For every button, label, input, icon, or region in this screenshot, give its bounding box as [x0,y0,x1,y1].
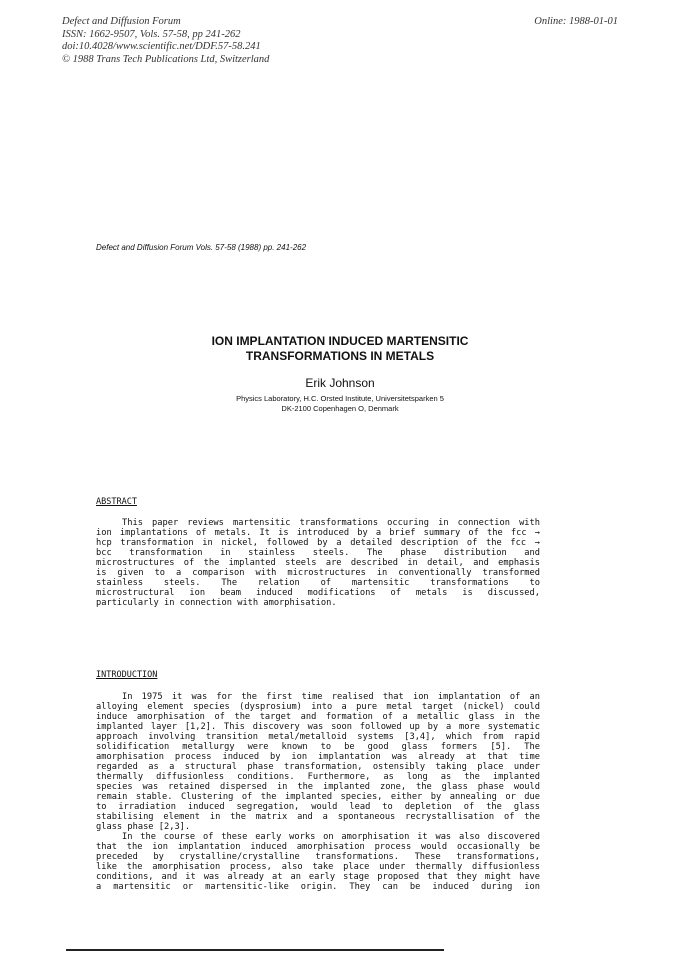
abstract-heading: ABSTRACT [96,497,137,507]
introduction-heading: INTRODUCTION [96,670,158,680]
intro-line: to irradiation induced segregation, would lead to depletion of the glass [96,802,540,812]
abstract-line: stainless steels. The relation of martensitic transformations to [96,578,540,588]
intro-line: induce amorphisation of the target and formation of a metallic glass in the [96,712,540,722]
author-affiliation [120,394,560,414]
abstract-line: ion implantations of metals. It is introduced by a brief summary of the fcc → [96,528,540,538]
abstract-line: hcp transformation in nickel, followed by a detailed description of the fcc → [96,538,540,548]
intro-line: conditions, and it was already at an early stage proposed that they might have [96,872,540,882]
intro-line: In 1975 it was for the first time realised that ion implantation of an [122,692,540,702]
intro-line: amorphisation process induced by ion implantation was already at that time [96,752,540,762]
online-date: Online: 1988-01-01 [534,16,618,27]
intro-line: like the amorphisation process, also take place under thermally diffusionless [96,862,540,872]
intro-line: a martensitic or martensitic-like origin. They can be induced during ion [96,882,540,892]
intro-line: species was retained dispersed in the implanted zone, the glass phase would [96,782,540,792]
affiliation-line: Physics Laboratory, H.C. Orsted Institute, Universitetsparken 5 [236,394,444,403]
abstract-line: is given to a comparison with microstructures in conventionally transformed [96,568,540,578]
intro-line: regarded as a structural phase transformation, ostensibly taking place under [96,762,540,772]
title-line: TRANSFORMATIONS IN METALS [245,348,435,363]
paper-title [120,334,560,363]
abstract-line: microstructures of the implanted steels are described in detail, and emphasis [96,558,540,568]
header-journal: Defect and Diffusion Forum [62,16,181,27]
journal-reference: Defect and Diffusion Forum Vols. 57-58 (1988) pp. 241-262 [96,243,307,252]
abstract-body [96,518,540,608]
intro-line: In the course of these early works on amorphisation it was also discovered [122,832,540,842]
intro-line: that the ion implantation induced amorphisation process would occasionally be [96,842,540,852]
abstract-line: bcc transformation in stainless steels. The phase distribution and [96,548,540,558]
affiliation-line: DK-2100 Copenhagen O, Denmark [281,404,399,413]
header-doi[interactable]: doi:10.4028/www.scientific.net/DDF.57-58.241 [62,41,261,52]
intro-line: preceded by crystalline/crystalline transformations. These transformations, [96,852,540,862]
introduction-body [96,692,540,892]
intro-line: alloying element species (dysprosium) into a pure metal target (nickel) could [96,702,540,712]
intro-line: approach involving transition metal/metalloid systems [3,4], which from rapid [96,732,540,742]
intro-line: stabilising element in the matrix and a spontaneous recrystallisation of the [96,812,540,822]
title-line: ION IMPLANTATION INDUCED MARTENSITIC [211,334,469,348]
intro-line: solidification metallurgy were known to be good glass formers [5]. The [96,742,540,752]
header-copyright: © 1988 Trans Tech Publications Ltd, Switzerland [62,53,270,65]
abstract-line: This paper reviews martensitic transformations occuring in connection with [122,518,540,528]
abstract-line: particularly in connection with amorphisation. [96,598,337,608]
intro-line: glass phase [2,3]. [96,822,191,832]
intro-line: remain stable. Clustering of the implanted species, either by annealing or due [96,792,540,802]
intro-line: implanted layer [1,2]. This discovery was soon followed up by a more systematic [96,722,540,732]
author-name: Erik Johnson [305,376,375,390]
abstract-line: microstructural ion beam induced modifications of metals is discussed, [96,588,540,598]
intro-line: thermally diffusionless conditions. Furthermore, as long as the implanted [96,772,540,782]
footer-rule [66,949,444,951]
header-issn: ISSN: 1662-9507, Vols. 57-58, pp 241-262 [62,28,241,40]
